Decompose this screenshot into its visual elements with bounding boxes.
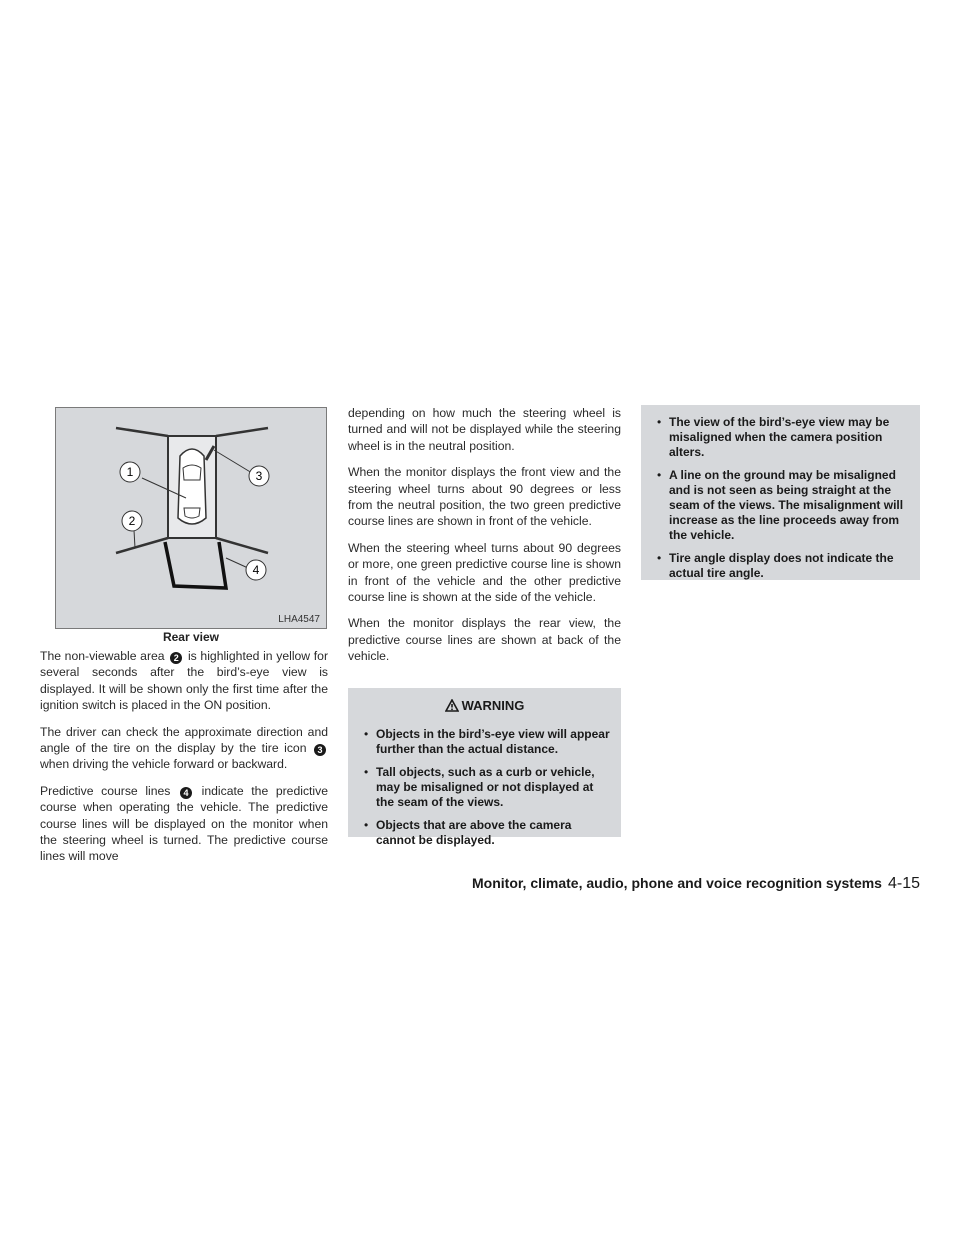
leader-line-3 bbox=[214, 450, 252, 473]
text: The driver can check the approximate direction and angle of the tire on the display by the tire icon bbox=[40, 724, 328, 756]
warning-item: • Objects in the bird’s-eye view will appear further than the actual distance. bbox=[358, 727, 611, 757]
warning-title bbox=[358, 698, 611, 715]
seam-line-top-left bbox=[116, 428, 168, 436]
callout-label: 1 bbox=[126, 465, 134, 479]
text: is highlighted in yellow for several seconds after the bird’s-eye view is displayed. It will be shown only the first time after the ignition switch is placed in the ON position. bbox=[40, 649, 329, 713]
predictive-course-lines bbox=[165, 542, 226, 588]
callout-label: 3 bbox=[255, 469, 263, 483]
caution-item: • Tire angle display does not indicate the actual tire angle. bbox=[651, 551, 910, 581]
page-number: 4-15 bbox=[887, 875, 920, 892]
warning-box bbox=[348, 688, 621, 847]
warning-item: • Tall objects, such as a curb or vehicle, may be misaligned or not displayed at the seam of the views. bbox=[358, 765, 611, 810]
paragraph bbox=[40, 724, 328, 773]
paragraph: When the monitor displays the rear view, the predictive course lines are shown at back of the vehicle. bbox=[348, 616, 621, 664]
column-1 bbox=[40, 648, 328, 875]
leader-line-4 bbox=[226, 558, 248, 568]
birds-eye-rear-view-figure bbox=[55, 407, 327, 629]
car-icon bbox=[178, 449, 206, 524]
caution-item: • The view of the bird’s-eye view may be misaligned when the camera position alters. bbox=[651, 415, 910, 460]
paragraph: When the steering wheel turns about 90 degrees or more, one green predictive course line is shown in front of the vehicle and the other predictive course line is shown at the side of the vehicle. bbox=[348, 540, 621, 605]
callout-number-icon: 3 bbox=[314, 744, 326, 756]
leader-line-2 bbox=[134, 530, 135, 548]
warning-item: • Objects that are above the camera cannot be displayed. bbox=[358, 818, 611, 848]
warning-list bbox=[358, 727, 611, 848]
warning-title-text: WARNING bbox=[461, 698, 525, 713]
callout-number-icon: 2 bbox=[170, 652, 182, 664]
birds-eye-diagram bbox=[56, 408, 328, 630]
figure-code: LHA4547 bbox=[278, 614, 320, 625]
column-2 bbox=[348, 405, 621, 675]
seam-line-top-right bbox=[216, 428, 268, 436]
seam-line-bottom-left bbox=[116, 538, 168, 553]
caution-list bbox=[651, 415, 910, 581]
callout-number-icon: 4 bbox=[180, 787, 192, 799]
paragraph: depending on how much the steering wheel is turned and will not be displayed while the steering wheel is in the neutral position. bbox=[348, 406, 621, 453]
callout-label: 2 bbox=[128, 514, 136, 528]
figure-caption: Rear view bbox=[162, 630, 220, 644]
paragraph bbox=[40, 783, 328, 865]
text: indicate the predictive course when operating the vehicle. The predictive course lines will be displayed on the monitor when the steering wheel is turned. The predictive course lines will move bbox=[40, 783, 329, 864]
section-title: Monitor, climate, audio, phone and voice recognition systems bbox=[472, 875, 882, 891]
caution-box bbox=[641, 405, 920, 580]
text: Predictive course lines bbox=[40, 783, 171, 798]
paragraph: When the monitor displays the front view and the steering wheel turns about 90 degrees or less from the neutral position, the two green predictive course lines are shown in front of the vehicle. bbox=[348, 465, 621, 529]
text: when driving the vehicle forward or backward. bbox=[40, 757, 288, 772]
paragraph bbox=[40, 648, 328, 714]
caution-item: • A line on the ground may be misaligned and is not seen as being straight at the seam of the views. The misalignment will increase as the line proceeds away from the vehicle. bbox=[651, 468, 910, 543]
callout-label: 4 bbox=[252, 563, 260, 577]
page-footer bbox=[472, 875, 920, 893]
warning-triangle-icon bbox=[445, 699, 459, 715]
seam-line-bottom-right bbox=[216, 538, 268, 553]
text: The non-viewable area bbox=[40, 649, 165, 663]
